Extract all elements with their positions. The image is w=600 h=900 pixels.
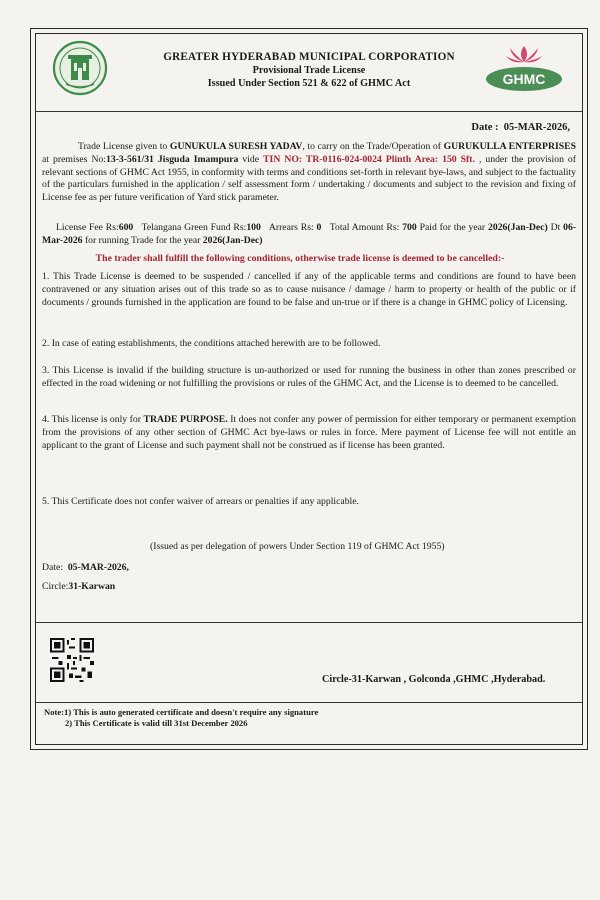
document-header xyxy=(40,36,578,110)
premises-number: 13-3-561/31 Jisguda Imampura xyxy=(106,153,239,165)
doc-type: Provisional Trade License xyxy=(252,65,366,76)
green-fund-value: 100 xyxy=(246,222,261,233)
dt-value: 06-Mar-2026 xyxy=(42,222,577,246)
condition-1: 1. This Trade License is deemed to be suspended / cancelled if any of the applicable terms and conditions are found to have been contravened or any situation arises out of this trade so as to cause nuisance / damage / harm to property or health of the public or if documents / grounds furnished in the application are found to be false and un-true or if there is a change in GHMC policy of Licensing. xyxy=(42,271,576,308)
license-fee-value: 600 xyxy=(118,222,134,233)
paid-for-value: 2026(Jan-Dec) xyxy=(488,222,548,233)
footer-divider xyxy=(36,702,582,703)
issue-date xyxy=(471,122,570,133)
footer-date-label: Date: xyxy=(42,562,63,573)
issue-date-label: Date : xyxy=(471,122,499,133)
conditions-heading: The trader shall fulfill the following conditions, otherwise trade license is deemed to be cancelled:- xyxy=(95,253,505,264)
qr-code-icon xyxy=(50,638,94,682)
business-name: GURUKULLA ENTERPRISES xyxy=(443,141,576,152)
condition-3: 3. This License is invalid if the building structure is un-authorized or used for running the business in other than zones prescribed or effected in the road widening or not fulfilling the provisions or rules of the GHMC Act, and the License is to deemed to be cancelled. xyxy=(42,365,576,389)
footer-notes xyxy=(44,707,318,729)
issued-under: Issued Under Section 521 & 622 of GHMC Act xyxy=(207,78,411,89)
license-fee-label: License Fee Rs: xyxy=(56,222,119,233)
circle-office: Circle-31-Karwan , Golconda ,GHMC ,Hyderabad. xyxy=(322,674,546,685)
intro-text-2: , to carry on the Trade/Operation of xyxy=(302,141,441,152)
footer-date-value: 05-MAR-2026, xyxy=(67,562,129,573)
condition-2: 2. In case of eating establishments, the conditions attached herewith are to be followed. xyxy=(42,338,381,349)
intro-text-3: at premises No: xyxy=(42,153,106,165)
delegation-note: (Issued as per delegation of powers Under Section 119 of GHMC Act 1955) xyxy=(150,541,445,552)
tin-number: TIN NO: TR-0116-024-0024 Plinth Area: 150 Sft. xyxy=(263,153,475,165)
running-year: 2026(Jan-Dec) xyxy=(202,234,263,246)
condition-4-text-a: 4. This license is only for xyxy=(42,414,141,425)
license-intro xyxy=(42,141,576,205)
arrears-value: 0 xyxy=(316,222,322,233)
issue-date-value: 05-MAR-2026, xyxy=(503,122,570,133)
intro-text-5: , under the provision of relevant sections of GHMC Act 1955, in conformity with terms and conditions set-forth in relevant bye-laws, and subject to the factuality of the particulars furnished in the application / self assessment form / undertaking / documents and subject to the revision and fixing of License fee as per future verification of Yard stick parameter. xyxy=(42,153,576,204)
arrears-label: Arrears Rs: xyxy=(268,222,314,233)
footer-date xyxy=(42,562,576,575)
total-value: 700 xyxy=(402,222,417,233)
footer-circle-label: Circle: xyxy=(42,581,69,592)
dt-label: Dt xyxy=(550,222,561,233)
total-label: Total Amount Rs: xyxy=(329,222,400,233)
fee-details xyxy=(42,222,576,248)
qr-section-divider xyxy=(36,622,582,623)
intro-text-1: Trade License given to xyxy=(78,141,168,152)
logo-text: GHMC xyxy=(502,71,546,87)
intro-text-4: vide xyxy=(242,153,260,165)
condition-4 xyxy=(42,414,576,452)
header-divider xyxy=(36,111,582,112)
note-2: 2) This Certificate is valid till 31st December 2026 xyxy=(65,718,248,728)
note-1: Note:1) This is auto generated certificate and doesn't require any signature xyxy=(44,707,319,717)
running-label: for running Trade for the year xyxy=(84,234,201,246)
org-name: GREATER HYDERABAD MUNICIPAL CORPORATION xyxy=(163,51,455,63)
footer-circle xyxy=(42,581,576,594)
paid-for-label: Paid for the year xyxy=(419,222,486,233)
trade-purpose: TRADE PURPOSE. xyxy=(143,414,228,425)
condition-4-text-c: It does not confer any power of permission for either temporary or permanent exemption from the provisions of any other section of GHMC Act bye-laws or rules in force. Mere payment of License fee will not entitle an applicant to the grant of License and such payment shall not be construed as if license has been granted. xyxy=(42,414,577,451)
condition-5: 5. This Certificate does not confer waiver of arrears or penalties if any applicable. xyxy=(42,496,359,507)
license-holder: GUNUKULA SURESH YADAV xyxy=(169,141,303,152)
footer-circle-value: 31-Karwan xyxy=(68,581,116,592)
green-fund-label: Telangana Green Fund Rs: xyxy=(141,222,247,233)
ghmc-logo-icon xyxy=(480,42,568,98)
